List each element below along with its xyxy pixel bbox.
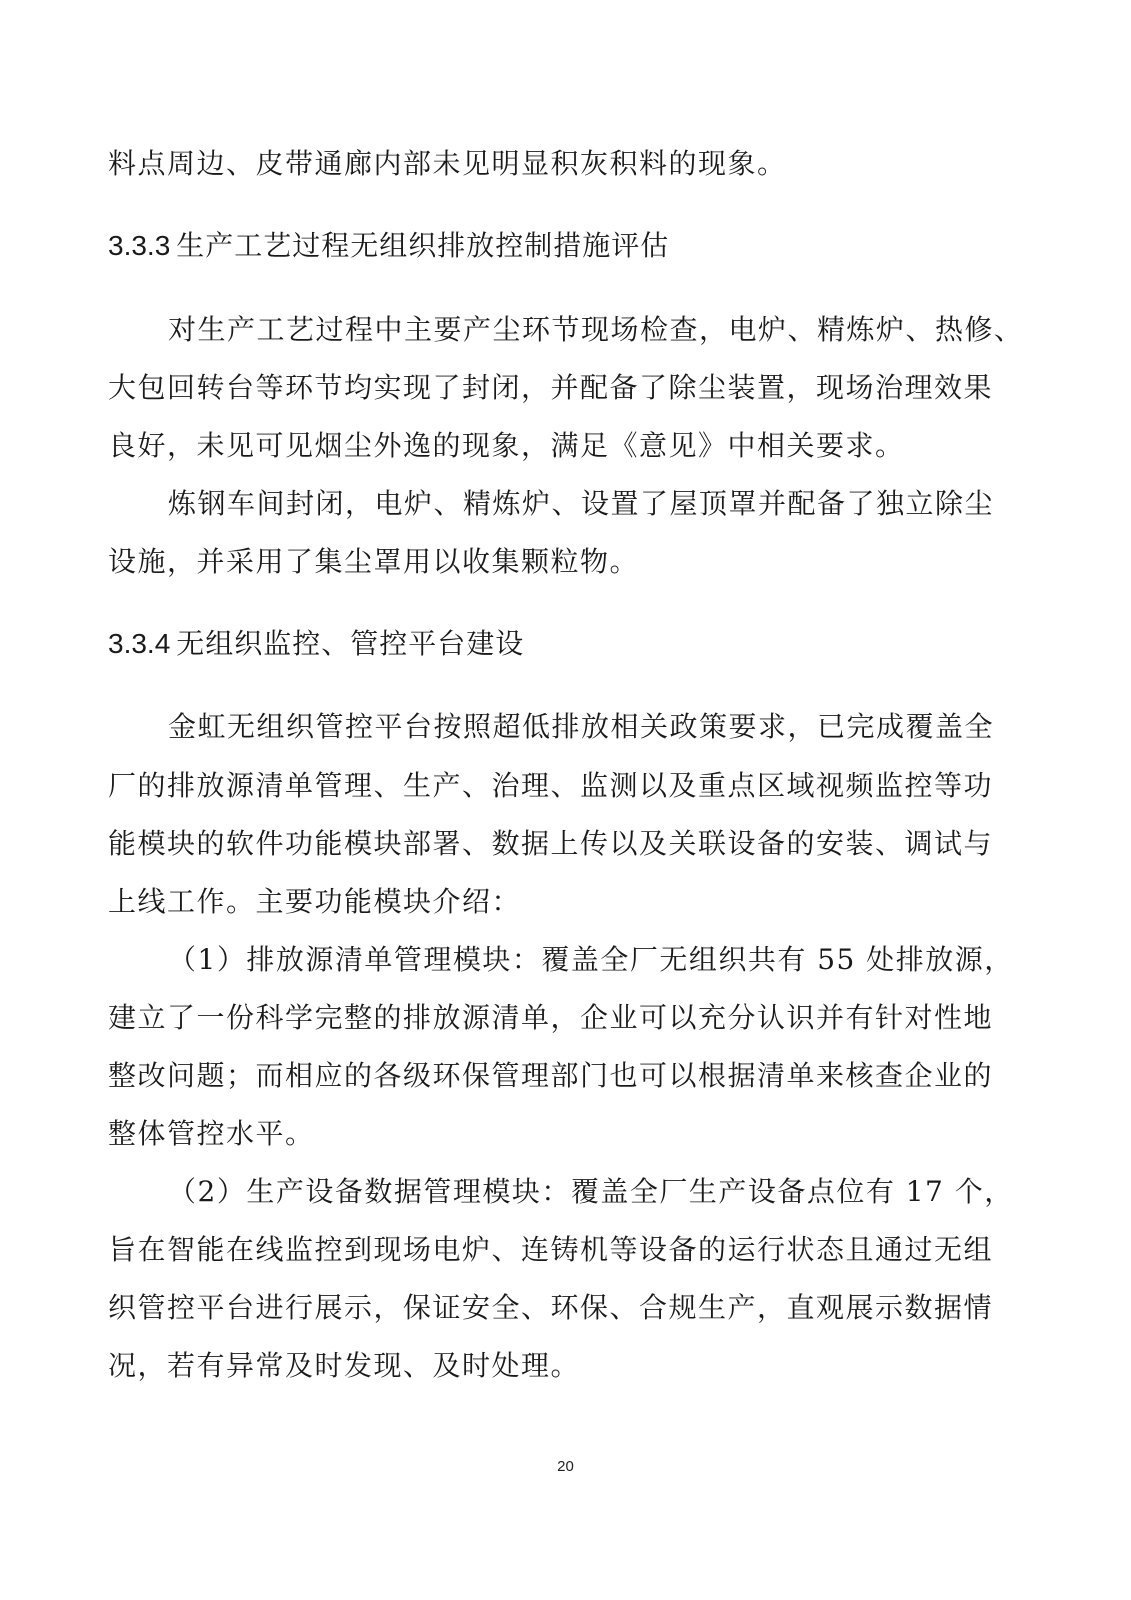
section-title: 生产工艺过程无组织排放控制措施评估 — [176, 229, 670, 262]
section-number: 3.3.4 — [108, 628, 171, 659]
paragraph-line: 炼钢车间封闭，电炉、精炼炉、设置了屋顶罩并配备了独立除尘 — [168, 487, 995, 520]
paragraph-line: （2）生产设备数据管理模块：覆盖全厂生产设备点位有 17 个， — [168, 1175, 1014, 1208]
section-number: 3.3.3 — [108, 230, 171, 261]
section-heading-3-3-3 — [108, 228, 1028, 264]
paragraph-line: 况，若有异常及时发现、及时处理。 — [108, 1349, 581, 1382]
paragraph-line: 良好，未见可见烟尘外逸的现象，满足《意见》中相关要求。 — [108, 429, 905, 462]
paragraph-line: 整体管控水平。 — [108, 1117, 315, 1150]
paragraph-line: 设施，并采用了集尘罩用以收集颗粒物。 — [108, 545, 640, 578]
paragraph-line: 厂的排放源清单管理、生产、治理、监测以及重点区域视频监控等功 — [108, 769, 994, 802]
paragraph-line: （1）排放源清单管理模块：覆盖全厂无组织共有 55 处排放源， — [168, 943, 1014, 976]
paragraph-line: 能模块的软件功能模块部署、数据上传以及关联设备的安装、调试与 — [108, 827, 994, 860]
paragraph-line: 旨在智能在线监控到现场电炉、连铸机等设备的运行状态且通过无组 — [108, 1233, 994, 1266]
section-title: 无组织监控、管控平台建设 — [176, 627, 525, 660]
page-number: 20 — [557, 1458, 574, 1475]
paragraph-line: 整改问题；而相应的各级环保管理部门也可以根据清单来核查企业的 — [108, 1059, 994, 1092]
section-heading-3-3-4 — [108, 626, 1028, 662]
paragraph-line: 大包回转台等环节均实现了封闭，并配备了除尘装置，现场治理效果 — [108, 371, 994, 404]
paragraph-line: 对生产工艺过程中主要产尘环节现场检查，电炉、精炼炉、热修、 — [168, 313, 1024, 346]
paragraph-line: 料点周边、皮带通廊内部未见明显积灰积料的现象。 — [108, 147, 787, 180]
paragraph-line: 金虹无组织管控平台按照超低排放相关政策要求，已完成覆盖全 — [168, 710, 995, 743]
paragraph-line: 织管控平台进行展示，保证安全、环保、合规生产，直观展示数据情 — [108, 1291, 994, 1324]
paragraph-line: 上线工作。主要功能模块介绍： — [108, 885, 522, 918]
paragraph-line: 建立了一份科学完整的排放源清单，企业可以充分认识并有针对性地 — [108, 1001, 994, 1034]
